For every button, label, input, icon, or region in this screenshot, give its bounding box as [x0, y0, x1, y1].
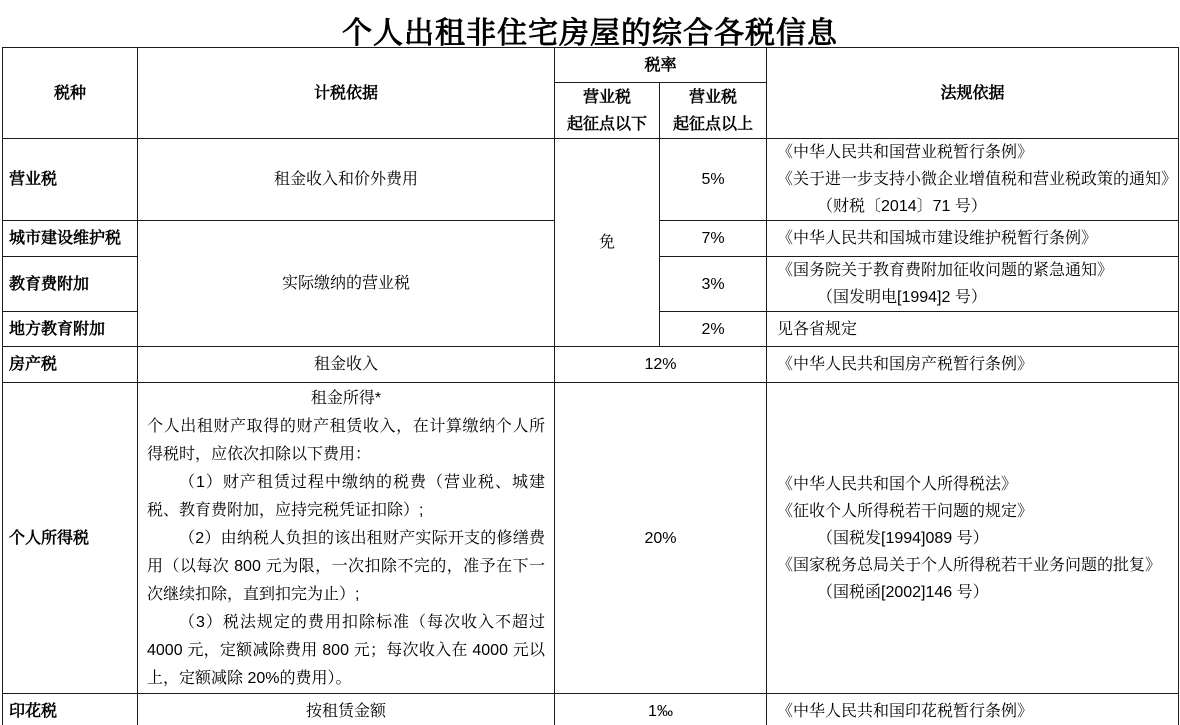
header-legal-basis: 法规依据	[767, 48, 1179, 139]
legal-line: （财税〔2014〕71 号）	[817, 198, 987, 215]
legal-line: 《中华人民共和国城市建设维护税暂行条例》	[777, 230, 1098, 247]
legal-line: 《中华人民共和国印花税暂行条例》	[777, 702, 1034, 720]
row-personal-income-tax	[3, 383, 1179, 694]
local-education-surcharge-name: 地方教育附加	[3, 312, 138, 347]
legal-line: 《中华人民共和国房产税暂行条例》	[777, 356, 1034, 373]
legal-line: 《国家税务总局关于个人所得税若干业务问题的批复》	[777, 556, 1162, 574]
legal-line: 《国务院关于教育费附加征收问题的紧急通知》	[777, 262, 1114, 279]
business-tax-name: 营业税	[3, 139, 138, 221]
local-education-surcharge-rate: 2%	[660, 312, 767, 347]
business-tax-legal	[767, 139, 1179, 221]
stamp-tax-rate: 1‰	[555, 694, 767, 725]
legal-line: 《中华人民共和国营业税暂行条例》	[777, 144, 1034, 161]
row-stamp-tax	[3, 694, 1179, 725]
header-row-top	[3, 48, 1179, 83]
header-rate-below-line2: 起征点以下	[566, 115, 647, 133]
legal-line: 《中华人民共和国个人所得税法》	[777, 475, 1018, 493]
page-title: 个人出租非住宅房屋的综合各税信息	[342, 17, 838, 50]
basis-title: 租金所得*	[310, 390, 382, 407]
header-rate-above-threshold	[660, 83, 767, 139]
legal-line: （国发明电[1994]2 号）	[817, 289, 987, 306]
header-tax-basis: 计税依据	[138, 48, 555, 139]
urban-construction-tax-legal	[767, 221, 1179, 257]
legal-line: （国税函[2002]146 号）	[817, 583, 989, 601]
property-tax-basis: 租金收入	[138, 347, 555, 383]
personal-income-tax-basis	[138, 383, 555, 694]
basis-paragraph: 个人出租财产取得的财产租赁收入，在计算缴纳个人所得税时，应依次扣除以下费用：	[147, 418, 545, 463]
personal-income-tax-rate: 20%	[555, 383, 767, 694]
education-surcharge-legal	[767, 257, 1179, 312]
header-tax-rate: 税率	[555, 48, 767, 83]
education-surcharge-rate: 3%	[660, 257, 767, 312]
property-tax-rate: 12%	[555, 347, 767, 383]
header-tax-type: 税种	[3, 48, 138, 139]
legal-line: 见各省规定	[777, 320, 858, 338]
property-tax-legal	[767, 347, 1179, 383]
row-property-tax	[3, 347, 1179, 383]
header-rate-above-line2: 起征点以上	[673, 115, 754, 133]
legal-line: （国税发[1994]089 号）	[817, 529, 989, 547]
basis-paragraph: （3）税法规定的费用扣除标准（每次收入不超过 4000 元，定额减除费用 800 元；每次收入在 4000 元以上，定额减除 20%的费用）。	[147, 614, 545, 687]
basis-paragraph: （2）由纳税人负担的该出租财产实际开支的修缮费用（以每次 800 元为限，一次扣除不完的，准予在下一次继续扣除，直到扣完为止）;	[147, 530, 545, 603]
legal-line: 《征收个人所得税若干问题的规定》	[777, 502, 1034, 520]
rate-below-threshold-exempt: 免	[555, 139, 660, 347]
business-tax-basis: 租金收入和价外费用	[138, 139, 555, 221]
personal-income-tax-legal	[767, 383, 1179, 694]
stamp-tax-legal	[767, 694, 1179, 725]
urban-construction-tax-name: 城市建设维护税	[3, 221, 138, 257]
local-education-surcharge-legal	[767, 312, 1179, 347]
stamp-tax-name: 印花税	[3, 694, 138, 725]
legal-line: 《关于进一步支持小微企业增值税和营业税政策的通知》	[777, 171, 1178, 188]
urban-construction-tax-basis: 实际缴纳的营业税	[138, 221, 555, 347]
personal-income-tax-name: 个人所得税	[3, 383, 138, 694]
row-business-tax	[3, 139, 1179, 221]
header-rate-below-line1: 营业税	[582, 88, 631, 106]
education-surcharge-name: 教育费附加	[3, 257, 138, 312]
header-rate-below-threshold	[555, 83, 660, 139]
business-tax-rate: 5%	[660, 139, 767, 221]
tax-info-table	[2, 47, 1179, 725]
header-rate-above-line1: 营业税	[689, 88, 738, 106]
stamp-tax-basis: 按租赁金额	[138, 694, 555, 725]
basis-paragraph: （1）财产租赁过程中缴纳的税费（营业税、城建税、教育费附加，应持完税凭证扣除）;	[147, 474, 545, 519]
property-tax-name: 房产税	[3, 347, 138, 383]
urban-construction-tax-rate: 7%	[660, 221, 767, 257]
